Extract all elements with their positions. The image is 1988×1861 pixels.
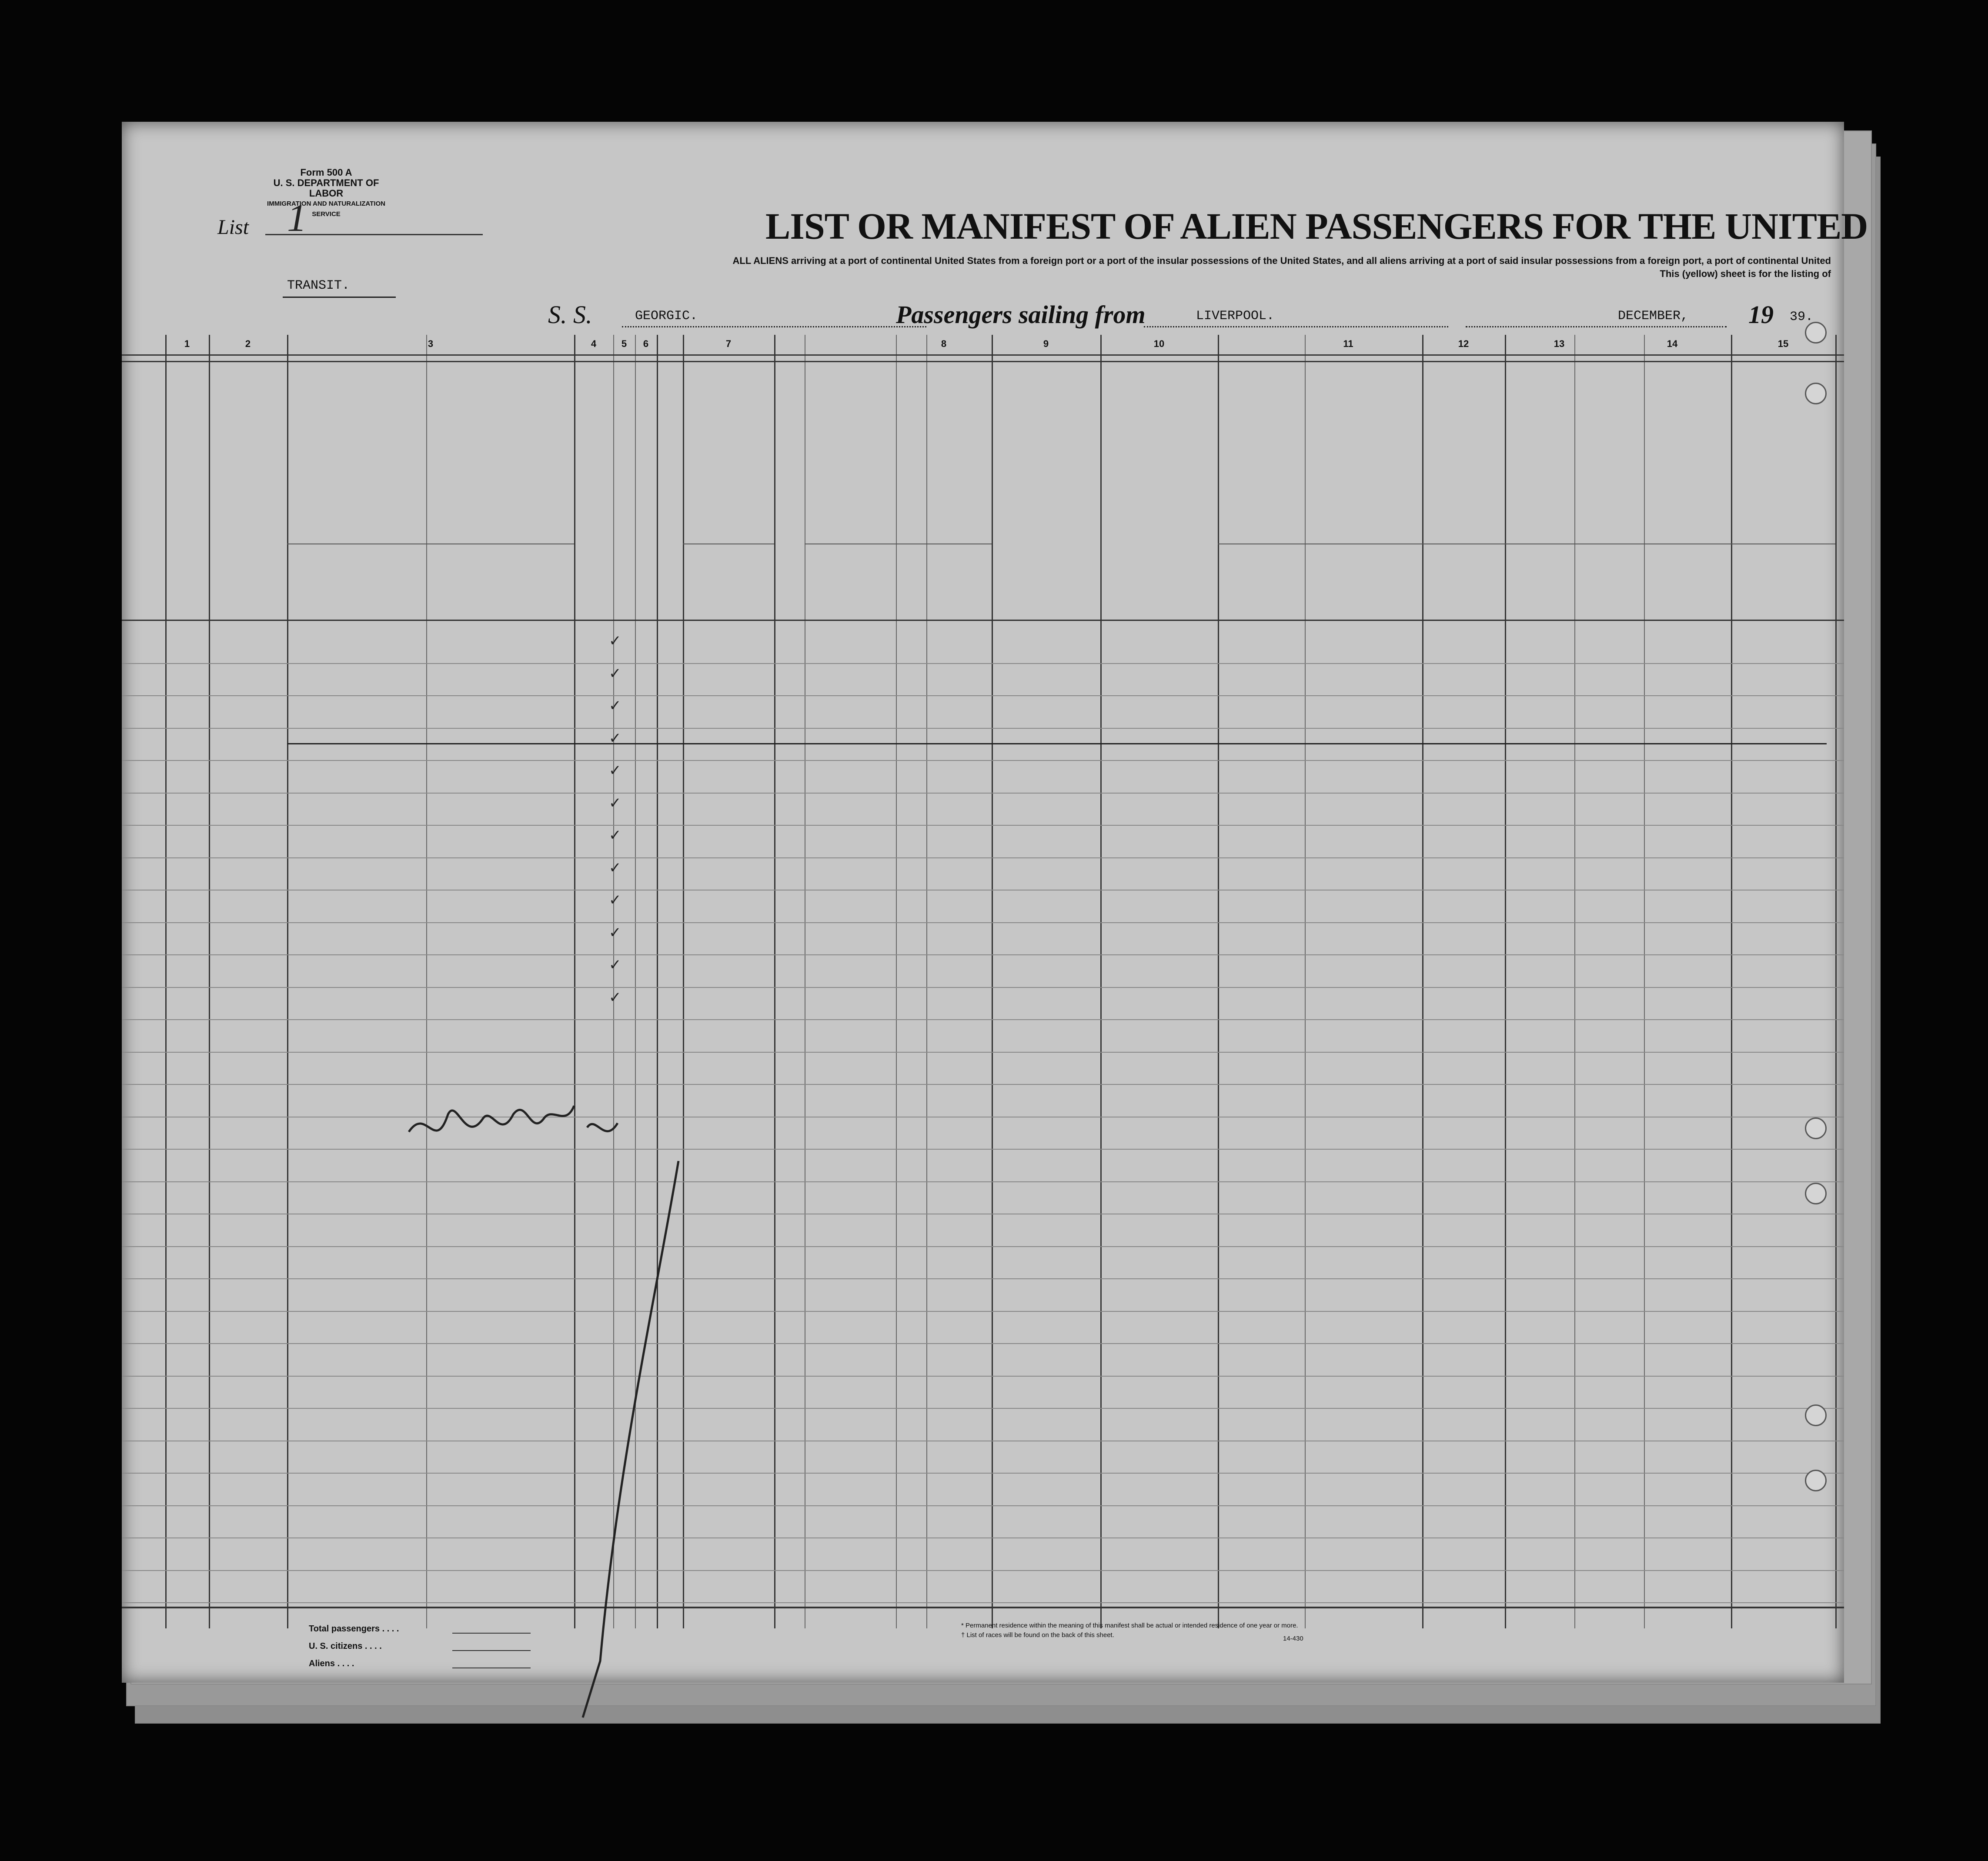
list-underline	[265, 234, 483, 235]
punch-hole	[1805, 322, 1827, 344]
column-number: 10	[1153, 338, 1165, 349]
us-citizens-label: U. S. citizens . . . .	[309, 1641, 382, 1651]
ship-line	[622, 326, 926, 327]
us-citizens-line	[452, 1650, 531, 1651]
row-rule	[122, 1019, 1844, 1020]
list-value: 1	[287, 197, 307, 240]
row-rule	[122, 1343, 1844, 1344]
punch-hole	[1805, 383, 1827, 404]
form-number-block: Form 500 A U. S. DEPARTMENT OF LABOR IMMIGRATION AND NATURALIZATION SERVICE	[267, 167, 385, 218]
row-rule	[122, 954, 1844, 955]
sailing-label: Passengers sailing from	[896, 300, 1146, 329]
row-rule	[122, 1570, 1844, 1571]
subtitle: ALL ALIENS arriving at a port of continental United States from a foreign port or a port of the insular possessions of the United States, and all aliens arriving at a port of said insular possessions from a foreign port, a port of continental United This (yellow) sheet is for the listing of	[732, 255, 1831, 279]
total-passengers-line	[452, 1633, 531, 1634]
age-checkmark: ✓	[609, 957, 621, 973]
column-number: 2	[245, 338, 251, 349]
column-divider	[1100, 335, 1102, 1628]
row-rule	[122, 1408, 1844, 1409]
age-checkmark: ✓	[609, 892, 621, 908]
column-divider	[1835, 335, 1837, 1628]
age-checkmark: ✓	[609, 924, 621, 941]
column-number: 8	[941, 338, 947, 349]
column-number: 15	[1778, 338, 1789, 349]
pencil-stroke	[557, 1161, 731, 1726]
column-divider	[926, 335, 927, 1628]
column-number: 6	[643, 338, 649, 349]
aliens-label: Aliens . . . .	[309, 1659, 354, 1668]
table-bottom-rule	[122, 1607, 1844, 1608]
departure-port: LIVERPOOL.	[1196, 309, 1275, 324]
age-checkmark: ✓	[609, 827, 621, 844]
ship-name: GEORGIC.	[635, 309, 698, 324]
list-label: List	[217, 216, 249, 239]
purser-signature	[400, 1088, 626, 1158]
column-divider	[426, 335, 427, 1628]
age-checkmark: ✓	[609, 794, 621, 811]
strike-through-row-4	[287, 743, 1827, 744]
manifest-sheet	[122, 122, 1868, 1683]
row-rule	[122, 1278, 1844, 1279]
row-rule	[122, 922, 1844, 923]
column-number: 1	[184, 338, 190, 349]
age-checkmark: ✓	[609, 762, 621, 779]
row-rule	[122, 1505, 1844, 1506]
column-divider	[992, 335, 993, 1628]
column-divider	[896, 335, 897, 1628]
port-line	[1144, 326, 1448, 327]
column-number: 14	[1667, 338, 1678, 349]
row-rule	[122, 1473, 1844, 1474]
column-number: 11	[1343, 338, 1353, 349]
month-line	[1466, 326, 1727, 327]
row-rule	[122, 663, 1844, 664]
punch-hole	[1805, 1117, 1827, 1139]
row-rule	[122, 728, 1844, 729]
age-checkmark: ✓	[609, 989, 621, 1006]
year-suffix: 39.	[1790, 310, 1814, 324]
row-rule	[122, 1246, 1844, 1247]
column-divider	[1505, 335, 1506, 1628]
form-code: 14-430	[1283, 1635, 1303, 1642]
page-title: LIST OR MANIFEST OF ALIEN PASSENGERS FOR THE UNITED	[765, 205, 1868, 247]
row-rule	[122, 1537, 1844, 1538]
header-rule	[122, 620, 1844, 621]
column-divider	[1305, 335, 1306, 1628]
row-rule	[122, 1376, 1844, 1377]
sailing-month: DECEMBER,	[1618, 309, 1689, 324]
column-divider	[1422, 335, 1423, 1628]
year-prefix: 19	[1748, 300, 1774, 329]
row-rule	[122, 987, 1844, 988]
footnote-races: † List of races will be found on the back of this sheet.	[961, 1631, 1114, 1639]
row-rule	[122, 695, 1844, 696]
column-number: 12	[1458, 338, 1469, 349]
header-rule	[122, 361, 1844, 362]
age-checkmark: ✓	[609, 859, 621, 876]
column-divider	[774, 335, 775, 1628]
row-rule	[122, 1084, 1844, 1085]
ss-label: S. S.	[548, 300, 592, 329]
age-checkmark: ✓	[609, 665, 621, 682]
transit-label: TRANSIT.	[287, 278, 350, 293]
column-number: 5	[621, 338, 627, 349]
punch-hole	[1805, 1183, 1827, 1204]
column-number: 9	[1043, 338, 1049, 349]
punch-hole	[1805, 1404, 1827, 1426]
row-rule	[122, 1181, 1844, 1182]
column-number: 4	[591, 338, 597, 349]
column-divider	[209, 335, 210, 1628]
row-rule	[122, 1149, 1844, 1150]
row-rule	[122, 1052, 1844, 1053]
column-divider	[1644, 335, 1645, 1628]
column-divider	[287, 335, 288, 1628]
age-checkmark: ✓	[609, 730, 621, 747]
column-number: 7	[725, 338, 732, 349]
header-rule	[122, 354, 1844, 356]
column-divider	[1731, 335, 1732, 1628]
row-rule	[122, 760, 1844, 761]
transit-underline	[283, 297, 396, 298]
row-rule	[122, 1602, 1844, 1603]
column-divider	[165, 335, 167, 1628]
age-checkmark: ✓	[609, 633, 621, 649]
manifest-table	[122, 335, 1844, 1626]
footnote-residence: * Permanent residence within the meaning of this manifest shall be actual or intended residence of one year or more.	[961, 1622, 1298, 1629]
row-rule	[122, 793, 1844, 794]
column-number: 3	[428, 338, 434, 349]
column-number: 13	[1554, 338, 1565, 349]
row-rule	[122, 825, 1844, 826]
column-divider	[1218, 335, 1219, 1628]
row-rule	[122, 857, 1844, 858]
column-divider	[1574, 335, 1575, 1628]
total-passengers-label: Total passengers . . . .	[309, 1624, 399, 1634]
punch-hole	[1805, 1470, 1827, 1491]
row-rule	[122, 1311, 1844, 1312]
age-checkmark: ✓	[609, 697, 621, 714]
